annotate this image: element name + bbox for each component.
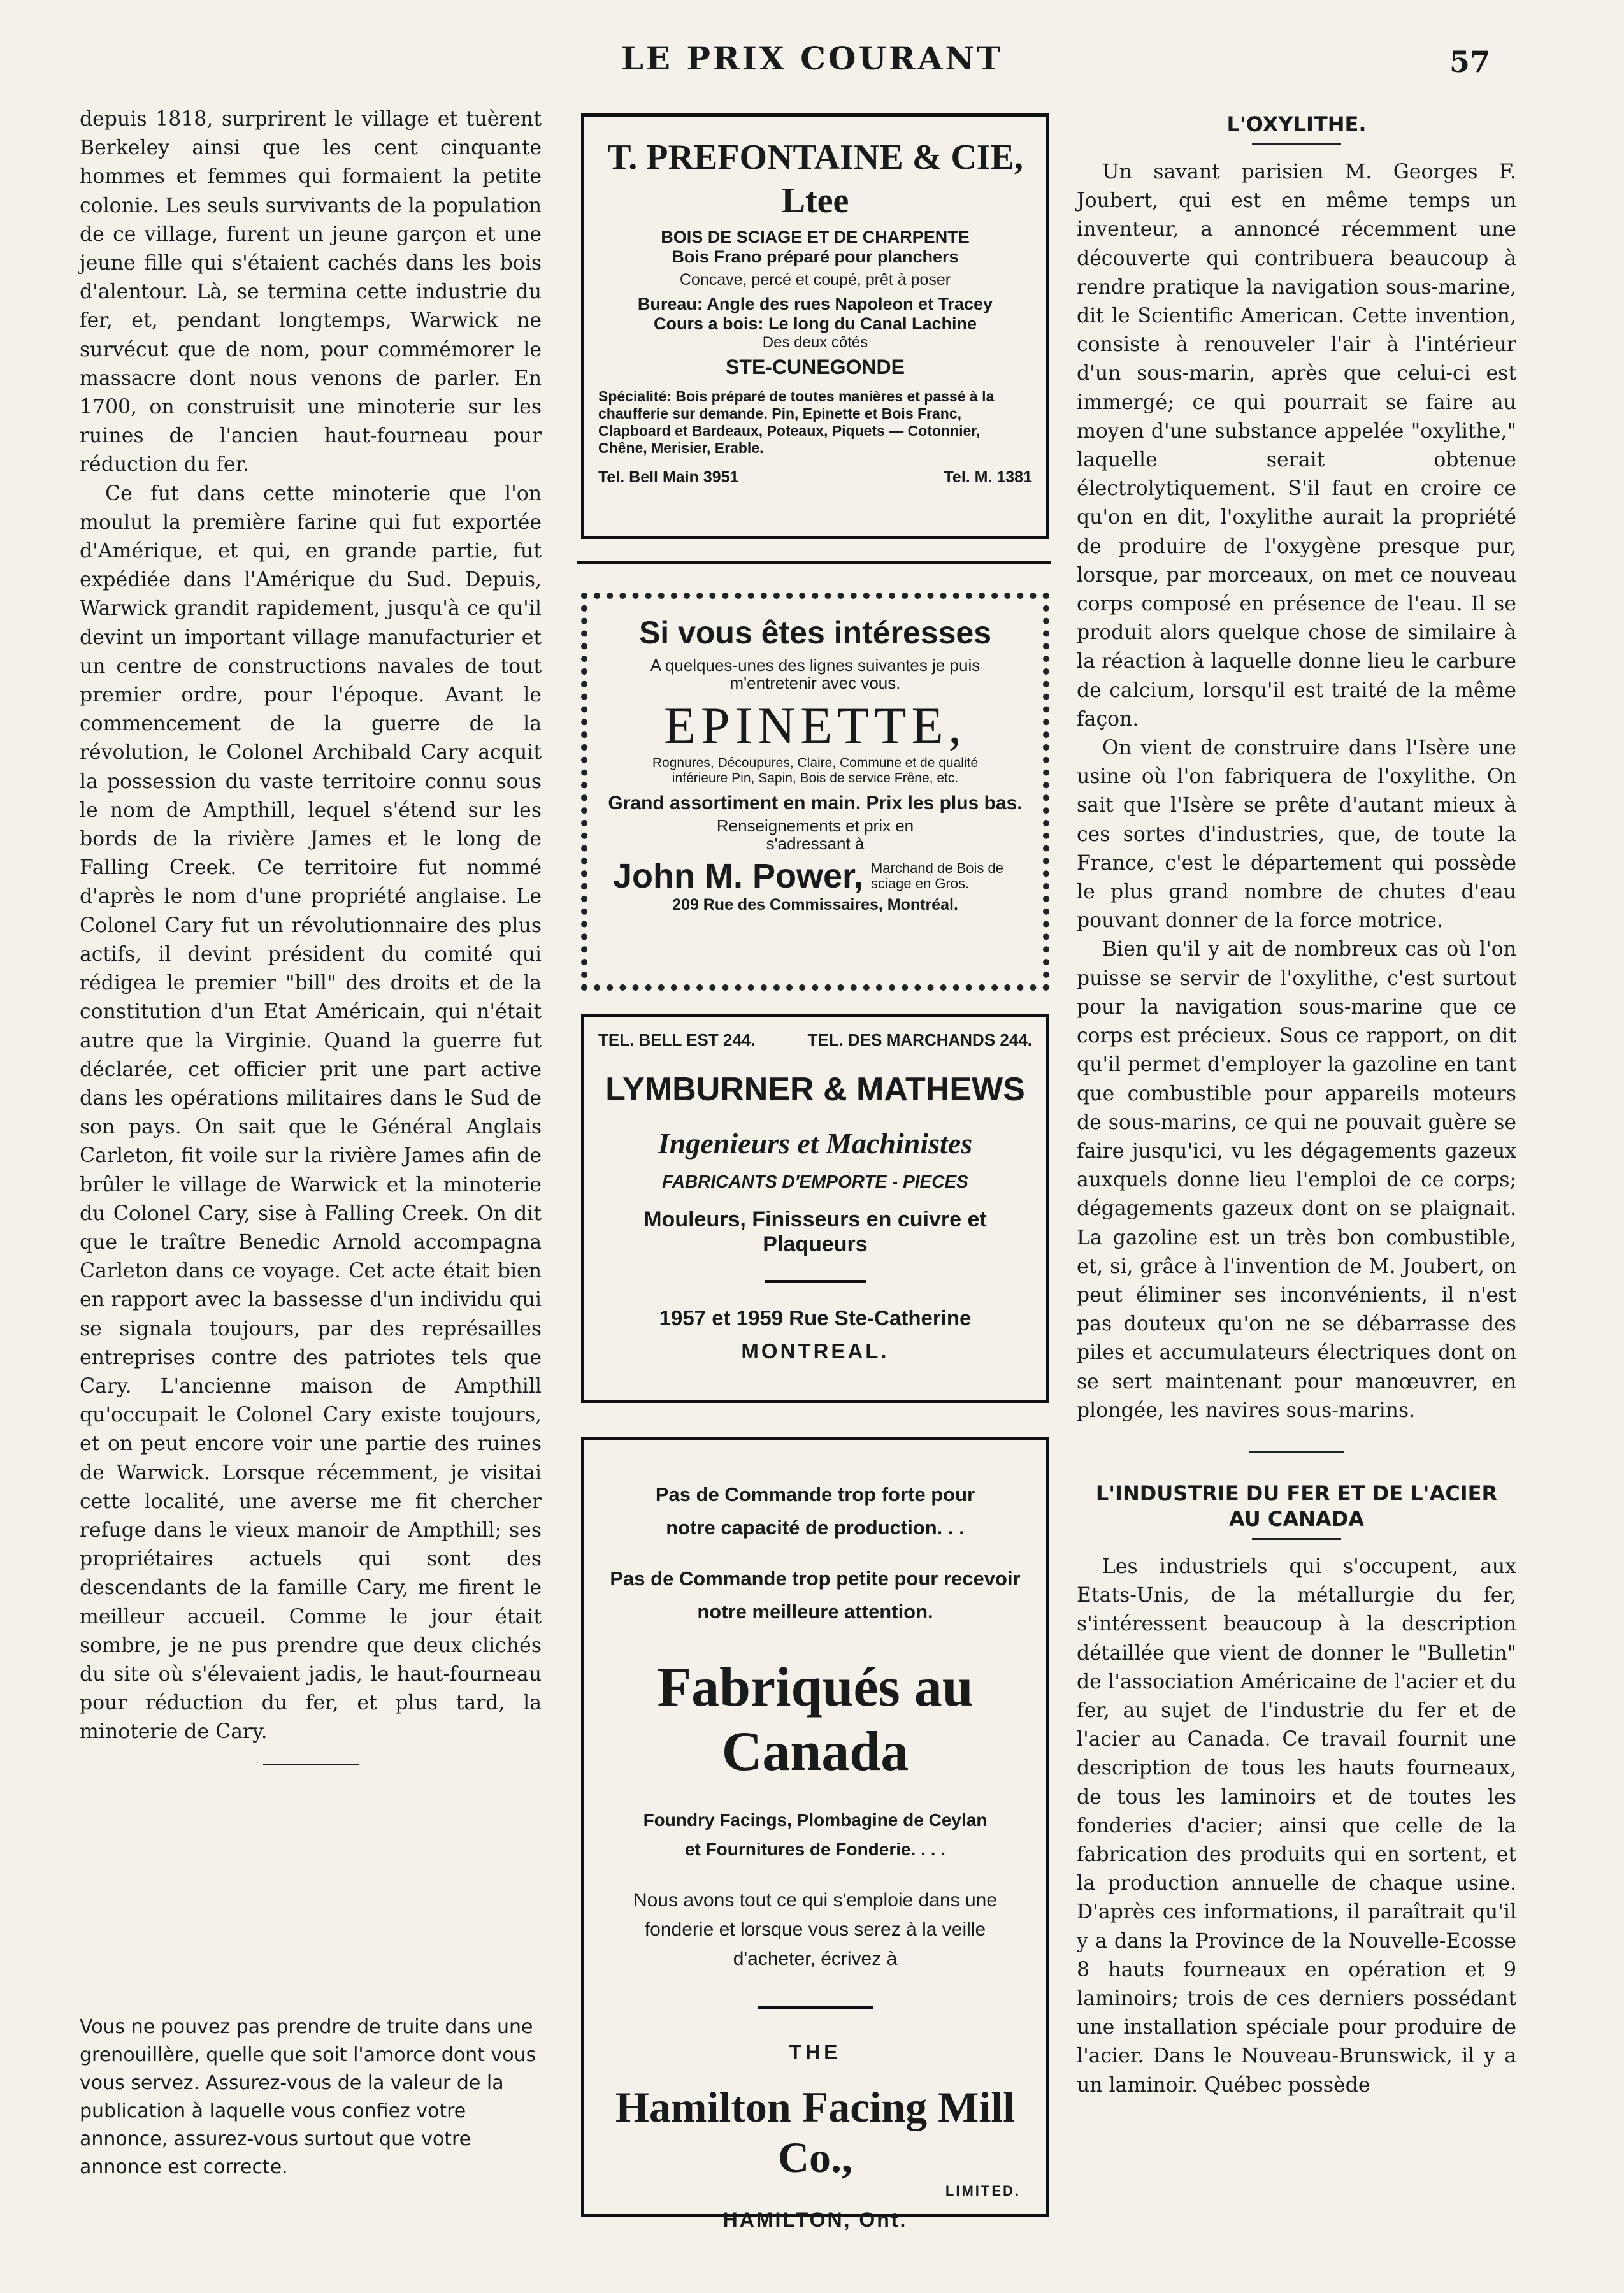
ad-products: Foundry Facings, Plombagine de Ceylan et Fournitures de Fonderie. . . . — [643, 1810, 988, 1859]
title-rule — [1252, 143, 1341, 145]
ad-phone-row — [598, 1030, 1032, 1050]
ad-prefontaine — [581, 113, 1049, 539]
ad-headline: Fabriqués au Canada — [657, 1657, 974, 1783]
publisher-note: Vous ne pouvez pas prendre de truite dans une grenouillère, quelle que soit l'amorce dont vous vous servez. Assurez-vous de la valeur de la publication à laquelle vous confiez votre annonce, assurez-vous surtout que votre annonce est correcte. — [80, 2016, 536, 2178]
article-paragraph: depuis 1818, surprirent le village et tuèrent Berkeley ainsi que les cent cinquante hommes et femmes qui formaient la petite colonie. Les seuls survivants de la population de ce village, furent un jeune garçon et une jeune fille qui s'étaient cachés dans les bois d'alentour. Là, se termina cette industrie du fer, et, pendant longtemps, Warwick ne survécut que de nom, pour commémorer le massacre dont nous venons de parler. En 1700, on construisit une minoterie sur les ruines de l'ancien haut-fourneau pour réduction du fer. — [80, 108, 542, 477]
section-title: L'OXYLITHE. — [1226, 112, 1367, 136]
article-paragraph: Un savant parisien M. Georges F. Joubert, qui est en même temps un inventeur, a annoncé récemment une découverte qui contribuera beaucoup à rendre pratique la navigation sous-marine, dit le Scientific American. Cette invention, consiste à renouveler l'air à l'intérieur d'un sous-marin, après que celui-ci est immergé; ce qui pourrait se faire au moyen d'une substance appelée "oxylithe," laquelle serait obtenue électrolytiquement. S'il faut en croire ce qu'on en dit, l'oxylithe aurait la propriété de produire de l'oxygène presque pur, lorsque, par morceaux, on met ce nouveau corps composé en présence de l'eau. Il se produit alors quelque chose de similaire à la réaction à laquelle donne lieu le carbure de calcium, lorsqu'il est traité de la même façon. — [1077, 161, 1516, 731]
ad-line: Pas de Commande trop forte pour notre capacité de production. . . — [655, 1483, 975, 1539]
ad-details: Rognures, Découpures, Claire, Commune et de qualité inférieure Pin, Sapin, Bois de service Frêne, etc. — [652, 756, 979, 786]
ad-line: A quelques-unes des lignes suivantes je puis m'entretenir avec vous. — [650, 656, 981, 693]
ad-line: Grand assortiment en main. Prix les plus bas. — [608, 793, 1023, 814]
ad-phone: Tel. Bell Main 3951 — [598, 468, 739, 486]
ad-power — [581, 593, 1049, 991]
ad-merchant-name: John M. Power, — [612, 857, 864, 895]
ad-body: Nous avons tout ce qui s'emploie dans une fonderie et lorsque vous serez à la veille d'acheter, écrivez à — [633, 1890, 998, 1969]
section-title: L'INDUSTRIE DU FER ET DE L'ACIER AU CANADA — [1095, 1481, 1498, 1531]
ad-merchant-title: Marchand de Bois de sciage en Gros. — [871, 860, 1003, 891]
article-paragraph: Bien qu'il y ait de nombreux cas où l'on puisse se servir de l'oxylithe, c'est surtout pour la navigation sous-marine que ce corps est précieux. Sous ce rapport, on dit qu'il permet d'employer la gazoline en tant que combustible pour appareils moteurs de sous-marins, ce qui ne pouvait guère se faire jusqu'ici, vu les dégagements gazeux auxquels donne lieu l'emploi de ce corps; dégagements gazeux dont on se plaignait. La gazoline est un très bon combustible, et, si, grâce à l'invention de M. Joubert, on peut éliminer ses inconvénients, il n'est pas douteux qu'on ne se débarrasse des piles et accumulateurs électriques dont on se sert maintenant pour manœuvrer, en plongée, les navires sous-marins. — [1077, 938, 1516, 1422]
ad-address: 1957 et 1959 Rue Ste-Catherine — [659, 1306, 972, 1330]
ad-phone: TEL. DES MARCHANDS 244. — [807, 1030, 1032, 1049]
ad-phone: Tel. M. 1381 — [944, 468, 1032, 486]
ad-company-name: Hamilton Facing Mill Co., — [615, 2083, 1016, 2182]
ad-hamilton — [581, 1437, 1049, 2231]
article-paragraph: Ce fut dans cette minoterie que l'on moulut la première farine qui fut exportée d'Amérique, et qui, en grande partie, fut expédiée dans l'Amérique du Sud. Depuis, Warwick grandit rapidement, jusqu'à ce qu'il devint un important village manufacturier et un centre de constructions navales de tout premier ordre, pour l'époque. Avant le commencement de la guerre de la révolution, le Colonel Archibald Cary acquit la possession du vaste territoire connu sous le nom de Ampthill, lequel s'étend sur les bords de la rivière James et le long de Falling Creek. Ce territoire fut nommé d'après le nom d'une propriété anglaise. Le Colonel Cary fut un révolutionnaire des plus actifs, il devint président du comité qui rédigea le premier "bill" des droits et de la constitution d'un Etat Américain, qui n'était autre que la Virginie. Quand la guerre fut déclarée, cet officier prit une part active dans les opérations militaires dans le Sud de son pays. On sait que le Général Anglais Carleton, fit voile sur la rivière James afin de brûler le village de Warwick et la minoterie du Colonel Cary, sise à Falling Creek. On dit que le traître Benedic Arnold accompagna Carleton dans ce voyage. Cet acte était bien en rapport avec la bassesse d'un individu qui se signala toujours, par des représailles entreprises contre des patriotes tels que Cary. L'ancienne maison de Ampthill qu'occupait le Colonel Cary existe toujours, et on peut encore voir une partie des ruines de Warwick. Lorsque récemment, je visitai cette localité, une averse me fit chercher refuge dans le vieux manoir de Ampthill; ses propriétaires actuels qui sont des descendants de la famille Cary, me firent le meilleur accueil. Comme le jour était sombre, je ne pus prendre que deux clichés du site où s'élevaient jadis, le haut-fourneau pour réduction du fer, et plus tard, la minoterie de Cary. — [80, 482, 542, 1744]
ad-line: Mouleurs, Finisseurs en cuivre et Plaqueurs — [643, 1207, 987, 1256]
left-column — [80, 105, 542, 1785]
ad-line: THE — [789, 2041, 842, 2064]
ad-phone: TEL. BELL EST 244. — [598, 1030, 756, 1049]
ad-company-name: LYMBURNER & MATHEWS — [605, 1071, 1025, 1108]
running-head: LE PRIX COURANT — [621, 40, 1003, 77]
ad-specialty: Spécialité: Bois préparé de toutes manières et passé à la chaufferie sur demande. Pin, Epinette et Bois Franc, Clapboard et Bardeaux, Poteaux, Piquets — Cotonnier, Chêne, Merisier, Erable. — [598, 388, 995, 456]
page-number: 57 — [1449, 45, 1490, 79]
ad-line: Bois Frano préparé pour planchers — [672, 247, 959, 266]
ad-city: MONTREAL. — [741, 1339, 889, 1363]
ad-line: Concave, percé et coupé, prêt à poser — [679, 271, 951, 289]
ad-separator — [577, 561, 1051, 564]
ad-address: 209 Rue des Commissaires, Montréal. — [672, 896, 958, 914]
ad-lymburner — [581, 1014, 1049, 1403]
ad-subtitle: Ingenieurs et Machinistes — [658, 1127, 973, 1160]
ad-divider — [765, 1280, 866, 1283]
ad-signature-row — [607, 856, 1024, 896]
ad-line: Cours a bois: Le long du Canal Lachine — [653, 314, 977, 333]
ad-line: FABRICANTS D'EMPORTE - PIECES — [662, 1172, 968, 1191]
ad-line: Bureau: Angle des rues Napoleon et Tracey — [637, 294, 993, 313]
ad-product: EPINETTE, — [663, 696, 967, 754]
ad-line: Des deux côtés — [762, 334, 868, 351]
section-divider — [263, 1764, 359, 1765]
ad-line: Pas de Commande trop petite pour recevoir notre meilleure attention. — [610, 1567, 1021, 1623]
article-paragraph: On vient de construire dans l'Isère une usine où l'on fabriquera de l'oxylithe. On sait que l'Isère se prête d'autant mieux à ces sortes d'industries, que, de toute la France, c'est le département qui possède le plus grand nombre de chutes d'eau pouvant donner de la force motrice. — [1077, 737, 1516, 933]
ad-headline: Si vous êtes intéresses — [638, 615, 992, 651]
section-divider — [1249, 1451, 1344, 1453]
ad-divider — [758, 2006, 873, 2009]
ad-line: Renseignements et prix en s'adressant à — [716, 816, 914, 853]
ad-city: HAMILTON, Ont. — [722, 2208, 908, 2231]
article-paragraph: Les industriels qui s'occupent, aux Etats-Unis, de la métallurgie du fer, s'intéressent beaucoup à la description détaillée que vient de donner le "Bulletin" de l'association Américaine de l'acier et du fer, au sujet de l'industrie du fer et de l'acier au Canada. Ce travail fournit une description de tous les hauts fourneaux, de tous les laminoirs et de toutes les fonderies d'acier; ainsi que celle de la fabrication des produits qui en sortent, et la production annuelle de chaque usine. D'après ces informations, il paraîtrait qu'il y a dans la Province de la Nouvelle-Ecosse 8 hauts fourneaux en opération et 9 laminoirs; trois de ces derniers possédant une installation spéciale pour produire de l'acier. Dans le Nouveau-Brunswick, il y a un laminoir. Québec possède — [1077, 1555, 1516, 2097]
ad-line: BOIS DE SCIAGE ET DE CHARPENTE — [661, 227, 970, 247]
ad-limited: LIMITED. — [945, 2183, 1021, 2199]
ad-phone-row — [598, 468, 1032, 487]
title-rule — [1252, 1538, 1341, 1540]
right-column — [1077, 111, 1516, 2100]
ad-line: STE-CUNEGONDE — [726, 356, 905, 378]
ad-company-name: T. PREFONTAINE & CIE, Ltee — [607, 138, 1023, 220]
